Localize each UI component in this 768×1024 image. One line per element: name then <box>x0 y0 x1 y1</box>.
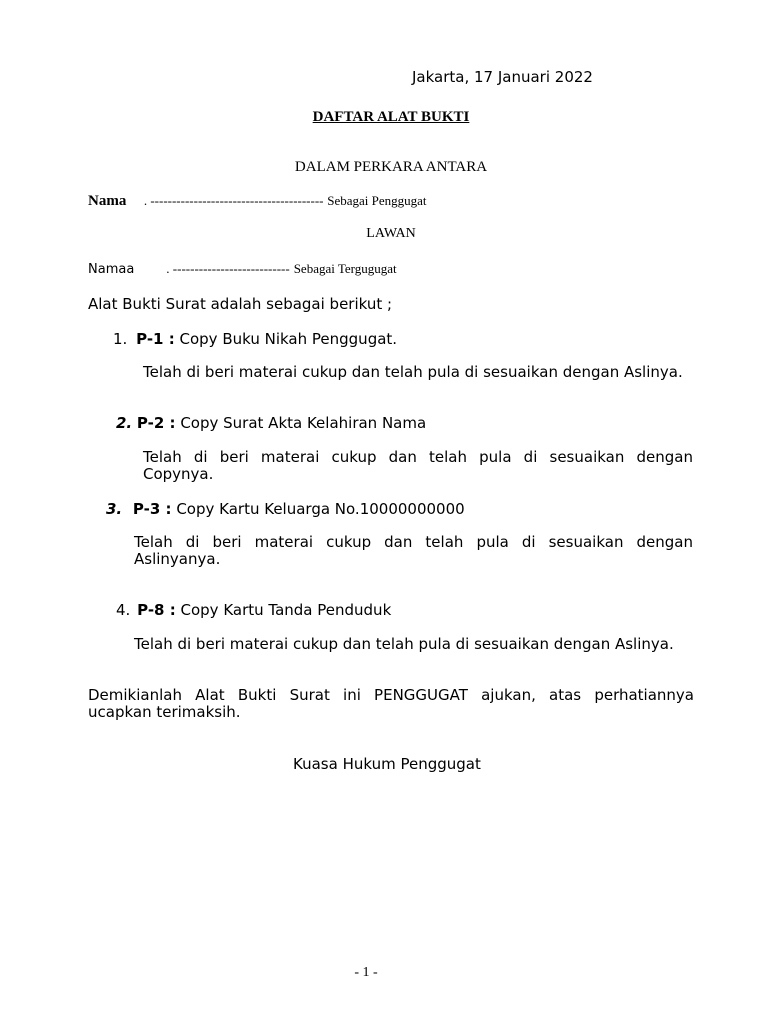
item-description: Copy Kartu Tanda Penduduk <box>180 601 392 619</box>
closing-text: Demikianlah Alat Bukti Surat ini PENGGUGAT ajukan, atas perhatiannya ucapkan terimaksih. <box>88 686 694 721</box>
item-note: Telah di beri materai cukup dan telah pula di sesuaikan dengan Aslinya. <box>134 635 674 653</box>
defendant-role: Sebagai Tergugugat <box>293 261 397 276</box>
item-code: P-3 : <box>132 500 172 518</box>
item-number: 4. <box>116 601 131 619</box>
versus-label: LAWAN <box>366 226 416 241</box>
intro-text: Alat Bukti Surat adalah sebagai berikut ; <box>88 295 393 313</box>
item-number: 1. <box>113 330 128 348</box>
document-title: DAFTAR ALAT BUKTI <box>312 109 470 125</box>
item-code: P-8 : <box>137 601 176 619</box>
plaintiff-line <box>88 193 427 210</box>
item-code: P-2 : <box>136 414 176 432</box>
item-note: Telah di beri materai cukup dan telah pula di sesuaikan dengan Aslinya. <box>143 363 683 381</box>
item-number: 2. <box>116 414 133 432</box>
plaintiff-dots: . ---------------------------------------- <box>143 193 324 208</box>
list-item <box>113 330 397 348</box>
defendant-dots: . --------------------------- <box>166 261 290 276</box>
item-note: Telah di beri materai cukup dan telah pula di sesuaikan dengan Copynya. <box>143 448 693 483</box>
list-item <box>116 601 391 619</box>
plaintiff-label: Nama <box>88 193 127 209</box>
item-description: Copy Buku Nikah Penggugat. <box>179 330 398 348</box>
item-code: P-1 : <box>136 330 175 348</box>
item-description: Copy Surat Akta Kelahiran Nama <box>180 414 427 432</box>
page-number: - 1 - <box>354 965 378 980</box>
list-item <box>116 414 426 432</box>
defendant-line <box>88 260 397 278</box>
signature-title: Kuasa Hukum Penggugat <box>293 755 481 773</box>
item-description: Copy Kartu Keluarga No.10000000000 <box>176 500 465 518</box>
date-line: Jakarta, 17 Januari 2022 <box>412 68 593 86</box>
document-subtitle: DALAM PERKARA ANTARA <box>294 159 488 175</box>
item-number: 3. <box>106 500 123 518</box>
list-item <box>106 500 465 518</box>
defendant-label: Namaa <box>88 262 135 277</box>
plaintiff-role: Sebagai Penggugat <box>327 193 427 208</box>
item-note: Telah di beri materai cukup dan telah pula di sesuaikan dengan Aslinyanya. <box>134 533 693 568</box>
